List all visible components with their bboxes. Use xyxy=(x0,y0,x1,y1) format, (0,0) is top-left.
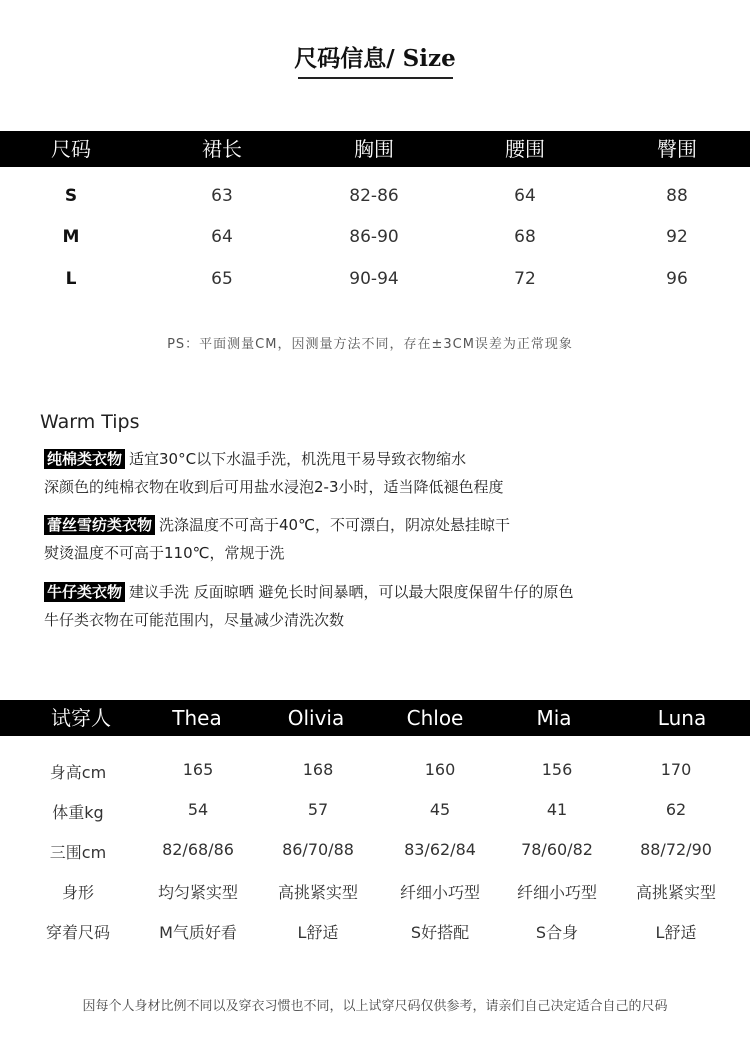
tryon-row-body-type xyxy=(0,880,750,902)
tip-cotton-line1 xyxy=(44,449,466,469)
tryon-cell: 54 xyxy=(187,800,209,819)
size-header-size: 尺码 xyxy=(51,137,91,161)
title-underline xyxy=(298,77,453,79)
size-cell: L xyxy=(65,269,77,289)
measurement-note: PS：平面测量CM，因测量方法不同，存在±3CM误差为正常现象 xyxy=(167,337,573,352)
tip-denim-line1 xyxy=(44,582,574,602)
tip-denim-line2: 牛仔类衣物在可能范围内，尽量减少清洗次数 xyxy=(44,611,345,629)
size-cell: 65 xyxy=(211,269,233,289)
tip-tag-lace: 蕾丝雪纺类衣物 xyxy=(44,515,155,535)
size-table-header xyxy=(0,131,750,167)
tip-tag-cotton: 纯棉类衣物 xyxy=(44,449,125,469)
size-cell: 90-94 xyxy=(349,269,399,289)
tryon-cell: L舒适 xyxy=(297,923,339,942)
tryon-cell: 83/62/84 xyxy=(404,840,476,859)
size-row-l xyxy=(0,269,750,293)
size-cell: 72 xyxy=(514,269,536,289)
tip-tag-denim: 牛仔类衣物 xyxy=(44,582,125,602)
tryon-cell: 三围cm xyxy=(49,843,107,862)
size-header-waist: 腰围 xyxy=(505,137,545,161)
tryon-cell: 41 xyxy=(546,800,568,819)
tryon-cell: 156 xyxy=(541,760,573,779)
size-cell: 68 xyxy=(514,227,536,247)
tryon-cell: 身高cm xyxy=(49,763,107,782)
tryon-cell: 纤细小巧型 xyxy=(516,883,598,902)
tryon-header-model: Luna xyxy=(657,706,707,730)
tryon-cell: 纤细小巧型 xyxy=(399,883,481,902)
tryon-header-model: Chloe xyxy=(406,706,464,730)
size-cell: 88 xyxy=(666,186,688,206)
tryon-cell: 165 xyxy=(182,760,214,779)
tryon-cell: S合身 xyxy=(535,923,579,942)
tryon-cell: 82/68/86 xyxy=(162,840,234,859)
tryon-row-measurements xyxy=(0,840,750,862)
tryon-row-height xyxy=(0,760,750,782)
tryon-cell: L舒适 xyxy=(655,923,697,942)
size-row-s xyxy=(0,186,750,210)
footer-note: 因每个人身材比例不同以及穿衣习惯也不同，以上试穿尺码仅供参考，请亲们自己决定适合自己的尺码 xyxy=(82,999,668,1014)
size-cell: M xyxy=(62,227,80,247)
size-cell: S xyxy=(64,186,78,206)
warm-tips-title: Warm Tips xyxy=(40,411,140,433)
tryon-cell: 160 xyxy=(424,760,456,779)
tip-lace-line1 xyxy=(44,515,510,535)
tryon-cell: 88/72/90 xyxy=(640,840,712,859)
tryon-row-size-worn xyxy=(0,920,750,942)
size-header-bust: 胸围 xyxy=(354,137,394,161)
tryon-cell: 身形 xyxy=(61,883,95,902)
page-title: 尺码信息/ Size xyxy=(294,45,456,72)
size-cell: 92 xyxy=(666,227,688,247)
tryon-cell: 170 xyxy=(660,760,692,779)
tryon-row-weight xyxy=(0,800,750,822)
size-cell: 96 xyxy=(666,269,688,289)
tryon-header-label: 试穿人 xyxy=(51,706,111,730)
tryon-cell: S好搭配 xyxy=(410,923,470,942)
size-cell: 63 xyxy=(211,186,233,206)
tryon-cell: 57 xyxy=(307,800,329,819)
tip-cotton-line2: 深颜色的纯棉衣物在收到后可用盐水浸泡2-3小时，适当降低褪色程度 xyxy=(44,478,504,496)
tryon-cell: 78/60/82 xyxy=(521,840,593,859)
tryon-cell: 体重kg xyxy=(52,803,104,822)
tryon-header-model: Olivia xyxy=(287,706,345,730)
size-header-length: 裙长 xyxy=(202,137,242,161)
size-cell: 86-90 xyxy=(349,227,399,247)
size-cell: 82-86 xyxy=(349,186,399,206)
tryon-cell: 高挑紧实型 xyxy=(277,883,359,902)
size-cell: 64 xyxy=(211,227,233,247)
size-row-m xyxy=(0,227,750,251)
tryon-cell: 86/70/88 xyxy=(282,840,354,859)
tryon-cell: 穿着尺码 xyxy=(45,923,111,942)
tryon-cell: 168 xyxy=(302,760,334,779)
tip-text: 洗涤温度不可高于40℃，不可漂白，阴凉处悬挂晾干 xyxy=(159,516,510,534)
tip-text: 适宜30°C以下水温手洗，机洗甩干易导致衣物缩水 xyxy=(129,450,467,468)
tryon-cell: 45 xyxy=(429,800,451,819)
tryon-table-header xyxy=(0,700,750,736)
size-cell: 64 xyxy=(514,186,536,206)
tip-text: 建议手洗 反面晾晒 避免长时间暴晒，可以最大限度保留牛仔的原色 xyxy=(129,583,574,601)
size-header-hip: 臀围 xyxy=(657,137,697,161)
tryon-cell: 均匀紧实型 xyxy=(157,883,239,902)
tryon-cell: M气质好看 xyxy=(159,923,237,942)
tryon-header-model: Thea xyxy=(172,706,222,730)
tryon-cell: 62 xyxy=(665,800,687,819)
tryon-header-model: Mia xyxy=(536,706,572,730)
tryon-cell: 高挑紧实型 xyxy=(635,883,717,902)
tip-lace-line2: 熨烫温度不可高于110℃，常规于洗 xyxy=(44,544,285,562)
